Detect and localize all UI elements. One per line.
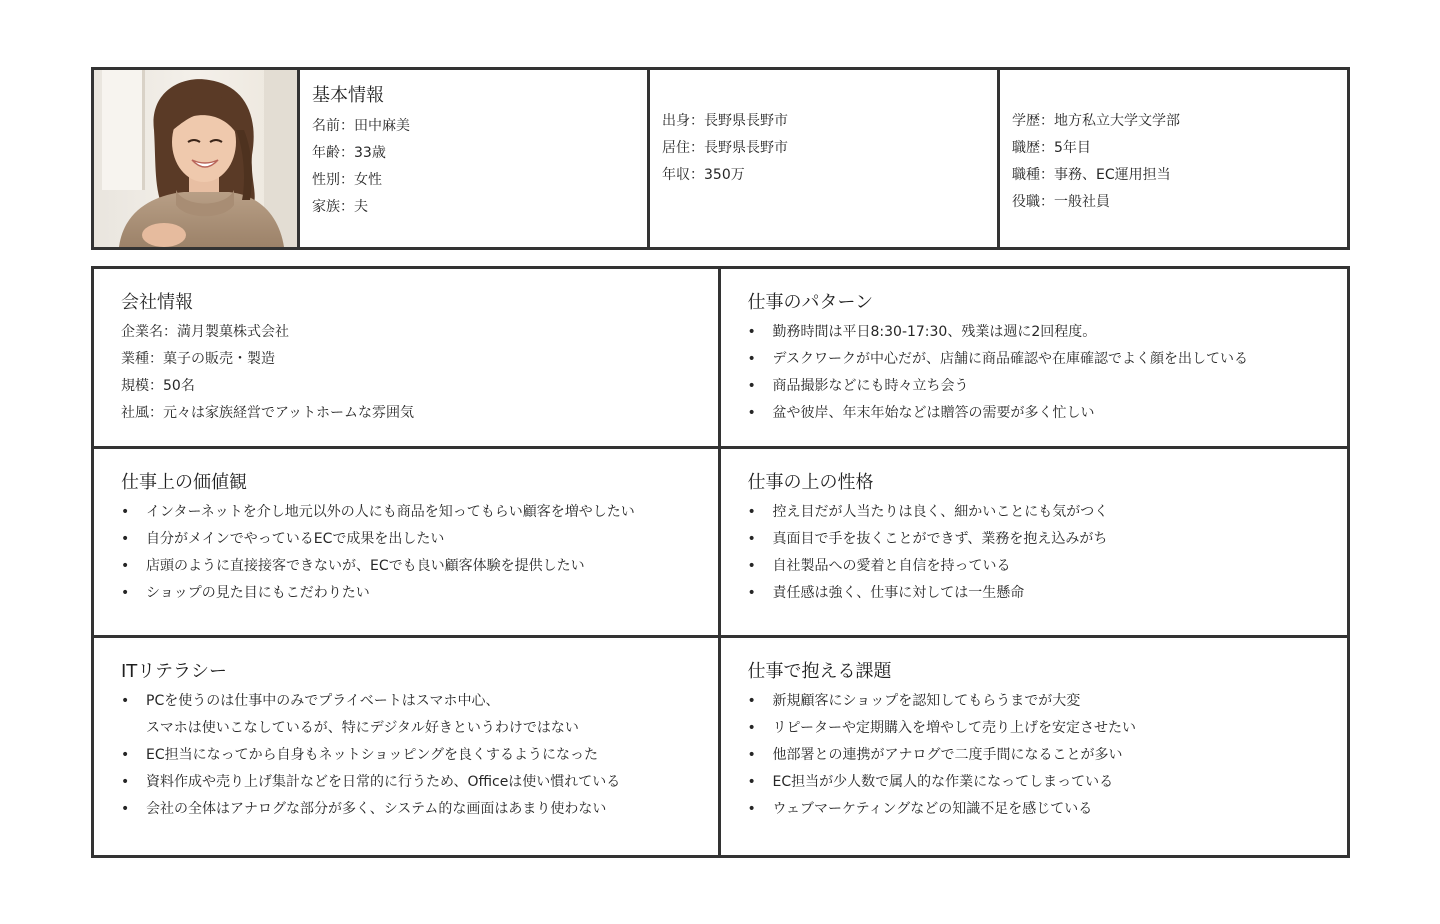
bullet-icon: • [747,720,756,736]
it-literacy-title: ITリテラシー [121,661,227,682]
company-size-line: 規模：50名 [121,378,195,394]
job-type-line: 職種：事務、EC運用担当 [1012,167,1171,183]
work-values-section [94,449,721,638]
list-item: • ショップの見た目にもこだわりたい [121,580,718,607]
it-literacy-list [121,688,718,823]
work-pattern-section [721,269,1348,449]
list-item: • デスクワークが中心だが、店舗に商品確認や在庫確認でよく顔を出している [748,346,1348,373]
career-years-line: 職歴：5年目 [1012,140,1091,156]
work-personality-list [748,499,1348,607]
list-item: • 新規顧客にショップを認知してもらうまでが大変 [748,688,1348,715]
list-item: • 自社製品への愛着と自信を持っている [748,553,1348,580]
it-literacy-section [94,638,721,855]
work-personality-title: 仕事の上の性格 [747,472,874,493]
bullet-icon: • [121,531,130,547]
education-line: 学歴：地方私立大学文学部 [1012,113,1180,129]
list-item: • 他部署との連携がアナログで二度手間になることが多い [748,742,1348,769]
company-info-title: 会社情報 [121,292,193,313]
bullet-icon: • [747,531,756,547]
income-line: 年収：350万 [662,167,745,183]
family-line: 家族：夫 [312,199,368,215]
list-item: • インターネットを介し地元以外の人にも商品を知ってもらい顧客を増やしたい [121,499,718,526]
list-item: • 資料作成や売り上げ集計などを日常的に行うため、Officeは使い慣れている [121,769,718,796]
basic-info-column-1 [300,70,650,247]
bullet-icon: • [121,774,130,790]
list-item: • ウェブマーケティングなどの知識不足を感じている [748,796,1348,823]
company-culture-line: 社風：元々は家族経営でアットホームな雰囲気 [121,405,415,421]
bullet-icon: • [121,747,130,763]
basic-info-column-2 [650,70,1000,247]
bullet-icon: • [747,585,756,601]
basic-info-box [91,67,1350,250]
bullet-icon: • [747,693,756,709]
work-challenges-title: 仕事で抱える課題 [747,661,892,682]
list-item: • 勤務時間は平日8:30-17:30、残業は週に2回程度。 [748,319,1348,346]
bullet-icon: • [121,558,130,574]
bullet-icon: • [121,585,130,601]
bullet-icon: • [747,378,756,394]
bullet-icon: • [747,774,756,790]
list-item: • リピーターや定期購入を増やして売り上げを安定させたい [748,715,1348,742]
list-item: • 責任感は強く、仕事に対しては一生懸命 [748,580,1348,607]
list-item: • 会社の全体はアナログな部分が多く、システム的な画面はあまり使わない [121,796,718,823]
position-line: 役職：一般社員 [1012,194,1110,210]
gender-line: 性別：女性 [312,172,382,188]
list-item: • EC担当になってから自身もネットショッピングを良くするようになった [121,742,718,769]
age-line: 年齢：33歳 [312,145,386,161]
list-item: • 自分がメインでやっているECで成果を出したい [121,526,718,553]
work-personality-section [721,449,1348,638]
company-name-line: 企業名：満月製菓株式会社 [121,324,289,340]
basic-info-title: 基本情報 [312,85,384,106]
bullet-icon: • [747,351,756,367]
list-item: • 商品撮影などにも時々立ち会う [748,373,1348,400]
name-line: 名前：田中麻美 [312,118,410,134]
bullet-icon: • [121,801,130,817]
list-item: • 真面目で手を抜くことができず、業務を抱え込みがち [748,526,1348,553]
work-values-title: 仕事上の価値観 [121,472,247,493]
bullet-icon: • [121,693,130,709]
bullet-icon: • [747,747,756,763]
bullet-icon: • [747,504,756,520]
persona-photo-illustration [94,70,297,247]
company-info-section [94,269,721,449]
work-challenges-section [721,638,1348,855]
work-pattern-list [748,319,1348,427]
bullet-icon: • [747,558,756,574]
list-item: • 控え目だが人当たりは良く、細かいことにも気がつく [748,499,1348,526]
work-challenges-list [748,688,1348,823]
basic-info-column-3 [1000,70,1347,247]
bullet-icon: • [747,324,756,340]
list-item-continuation: スマホは使いこなしているが、特にデジタル好きというわけではない [146,720,579,736]
bullet-icon: • [747,405,756,421]
birthplace-line: 出身：長野県長野市 [662,113,788,129]
residence-line: 居住：長野県長野市 [662,140,788,156]
bullet-icon: • [747,801,756,817]
persona-photo [94,70,300,247]
work-pattern-title: 仕事のパターン [747,292,874,313]
list-item: • PCを使うのは仕事中のみでプライベートはスマホ中心、 [121,688,718,715]
list-item: • EC担当が少人数で属人的な作業になってしまっている [748,769,1348,796]
bullet-icon: • [121,504,130,520]
industry-line: 業種：菓子の販売・製造 [121,351,275,367]
list-item: • 店頭のように直接接客できないが、ECでも良い顧客体験を提供したい [121,553,718,580]
list-item: • 盆や彼岸、年末年始などは贈答の需要が多く忙しい [748,400,1348,427]
persona-detail-grid [91,266,1350,858]
work-values-list [121,499,718,607]
